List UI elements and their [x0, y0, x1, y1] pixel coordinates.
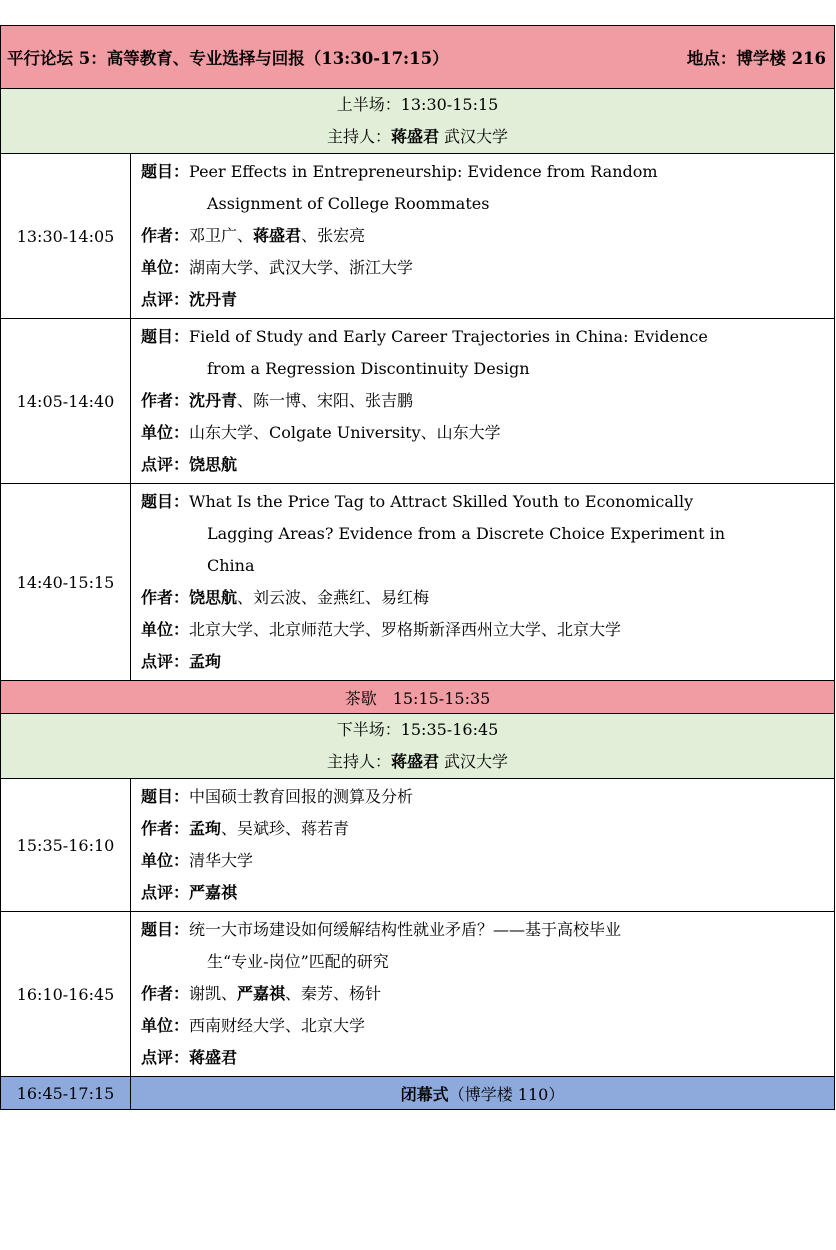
affil-text: 北京大学、北京师范大学、罗格斯新泽西州立大学、北京大学	[189, 620, 622, 639]
affil-text: 湖南大学、武汉大学、浙江大学	[189, 258, 414, 277]
schedule-table	[0, 25, 835, 1110]
review-line	[141, 877, 828, 909]
topic-text: Lagging Areas? Evidence from a Discrete Choice Experiment in	[207, 524, 726, 543]
author-name: 蒋盛君	[253, 226, 302, 245]
topic-text: China	[207, 556, 255, 575]
session-row	[1, 484, 835, 681]
author-name: 、吴斌珍、蒋若青	[221, 819, 350, 838]
affil-text: 山东大学、Colgate University、山东大学	[189, 423, 501, 442]
session-row	[1, 154, 835, 319]
author-name: 、张宏亮	[301, 226, 366, 245]
session-time: 13:30-14:05	[1, 154, 131, 319]
author-name: 、秦芳、杨针	[285, 984, 382, 1003]
author-name: 、陈一博、宋阳、张吉鹏	[237, 391, 414, 410]
authors-line	[141, 813, 828, 845]
affil-label: 单位：	[141, 423, 190, 442]
host-name: 蒋盛君	[390, 127, 439, 146]
reviewer-name: 严嘉祺	[189, 883, 238, 902]
review-label: 点评：	[141, 652, 190, 671]
closing-title: 闭幕式	[400, 1084, 449, 1104]
authors-line	[141, 220, 828, 252]
topic-text: from a Regression Discontinuity Design	[207, 359, 530, 378]
tea-break-label: 茶歇 15:15-15:35	[1, 681, 835, 714]
review-label: 点评：	[141, 883, 190, 902]
author-name: 沈丹青	[189, 391, 238, 410]
topic-text: Assignment of College Roommates	[207, 194, 490, 213]
session-details	[131, 779, 835, 912]
affil-line	[141, 614, 828, 646]
authors-text	[189, 220, 828, 252]
closing-cell	[131, 1077, 835, 1110]
topic-line	[141, 914, 828, 946]
affil-label: 单位：	[141, 258, 190, 277]
first-half-host: 主持人：蒋盛君 武汉大学	[326, 127, 509, 146]
affil-text: 西南财经大学、北京大学	[189, 1016, 366, 1035]
reviewer-name: 蒋盛君	[189, 1048, 238, 1067]
affil-line	[141, 417, 828, 449]
session-row	[1, 912, 835, 1077]
authors-label: 作者：	[141, 391, 190, 410]
closing-row	[1, 1077, 835, 1110]
forum-header-row	[1, 26, 835, 89]
affil-label: 单位：	[141, 851, 190, 870]
first-half-row	[1, 89, 835, 154]
review-line	[141, 646, 828, 678]
schedule-sheet	[0, 25, 834, 1110]
review-line	[141, 449, 828, 481]
reviewer-name: 孟珣	[189, 652, 222, 671]
authors-label: 作者：	[141, 226, 190, 245]
session-details	[131, 912, 835, 1077]
authors-text	[189, 385, 828, 417]
topic-text: 生“专业-岗位”匹配的研究	[207, 952, 389, 971]
authors-text	[189, 813, 828, 845]
topic-line	[141, 321, 828, 353]
author-name: 孟珣	[189, 819, 222, 838]
topic-label: 题目：	[141, 787, 190, 806]
forum-title: 平行论坛 5：高等教育、专业选择与回报（13:30-17:15）	[7, 49, 449, 68]
authors-text	[189, 582, 828, 614]
closing-venue: （博学楼 110）	[448, 1084, 565, 1104]
topic-text: Peer Effects in Entrepreneurship: Evidence from Random	[189, 162, 658, 181]
session-time: 14:05-14:40	[1, 319, 131, 484]
second-half-title: 下半场：15:35-16:45	[336, 720, 499, 739]
authors-line	[141, 385, 828, 417]
topic-label: 题目：	[141, 327, 190, 346]
topic-label: 题目：	[141, 492, 190, 511]
review-label: 点评：	[141, 290, 190, 309]
author-name: 谢凯、	[189, 984, 238, 1003]
authors-label: 作者：	[141, 984, 190, 1003]
topic-text: What Is the Price Tag to Attract Skilled Youth to Economically	[189, 492, 694, 511]
author-name: 饶思航	[189, 588, 238, 607]
topic-label: 题目：	[141, 920, 190, 939]
authors-label: 作者：	[141, 588, 190, 607]
topic-text: 中国硕士教育回报的测算及分析	[189, 787, 414, 806]
topic-line	[141, 781, 828, 813]
topic-line	[141, 156, 828, 188]
tea-break-row	[1, 681, 835, 714]
session-details	[131, 484, 835, 681]
session-time: 16:10-16:45	[1, 912, 131, 1077]
affil-line	[141, 252, 828, 284]
authors-line	[141, 978, 828, 1010]
review-label: 点评：	[141, 455, 190, 474]
session-details	[131, 319, 835, 484]
topic-text: Field of Study and Early Career Trajectories in China: Evidence	[189, 327, 708, 346]
session-time: 14:40-15:15	[1, 484, 131, 681]
authors-label: 作者：	[141, 819, 190, 838]
review-label: 点评：	[141, 1048, 190, 1067]
authors-line	[141, 582, 828, 614]
topic-label: 题目：	[141, 162, 190, 181]
forum-location: 地点：博学楼 216	[686, 49, 827, 68]
author-name: 邓卫广	[189, 226, 238, 245]
reviewer-name: 沈丹青	[189, 290, 238, 309]
session-row	[1, 319, 835, 484]
first-half-title: 上半场：13:30-15:15	[336, 95, 499, 114]
session-time: 15:35-16:10	[1, 779, 131, 912]
authors-text	[189, 978, 828, 1010]
affil-line	[141, 845, 828, 877]
session-row	[1, 779, 835, 912]
author-name: 、	[237, 226, 254, 245]
second-half-row	[1, 714, 835, 779]
closing-time: 16:45-17:15	[1, 1077, 131, 1110]
session-details	[131, 154, 835, 319]
topic-text: 统一大市场建设如何缓解结构性就业矛盾？——基于高校毕业	[189, 920, 622, 939]
topic-line	[141, 486, 828, 518]
reviewer-name: 饶思航	[189, 455, 238, 474]
second-half-host: 主持人：蒋盛君 武汉大学	[326, 752, 509, 771]
review-line	[141, 284, 828, 316]
affil-text: 清华大学	[189, 851, 254, 870]
host-name: 蒋盛君	[390, 752, 439, 771]
affil-label: 单位：	[141, 1016, 190, 1035]
review-line	[141, 1042, 828, 1074]
author-name: 、刘云波、金燕红、易红梅	[237, 588, 430, 607]
author-name: 严嘉祺	[237, 984, 286, 1003]
affil-label: 单位：	[141, 620, 190, 639]
affil-line	[141, 1010, 828, 1042]
